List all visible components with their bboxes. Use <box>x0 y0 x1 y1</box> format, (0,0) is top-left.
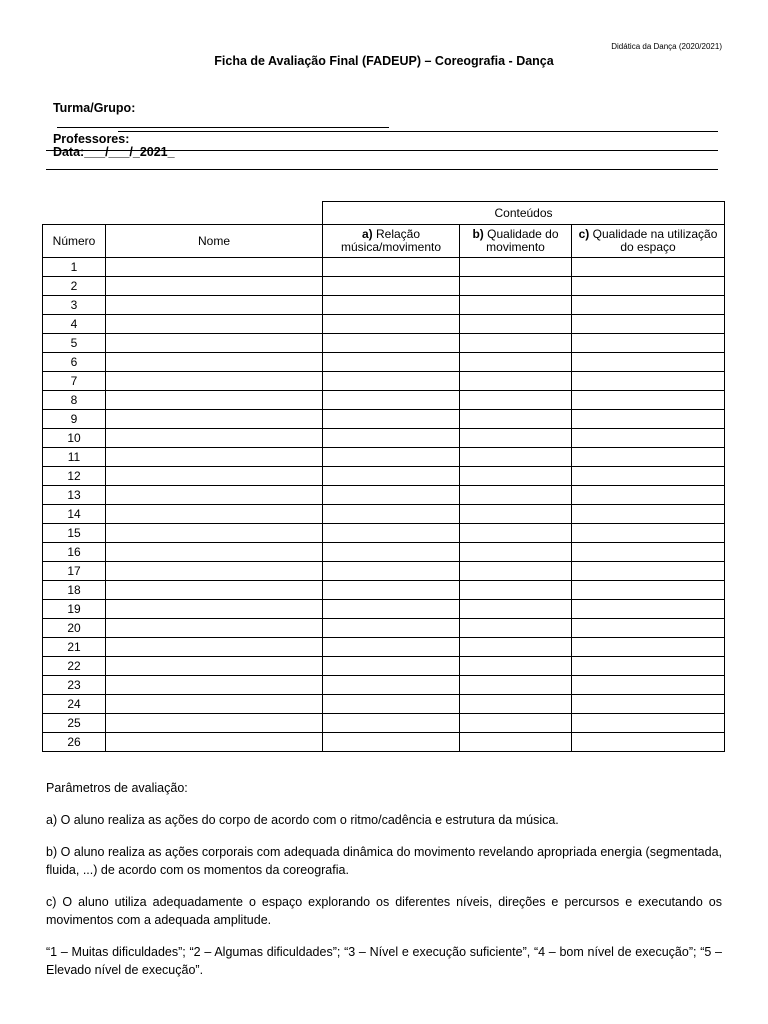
row-number: 6 <box>43 353 106 372</box>
name-cell[interactable] <box>106 562 323 581</box>
name-cell[interactable] <box>106 676 323 695</box>
score-c-cell[interactable] <box>572 562 725 581</box>
score-c-cell[interactable] <box>572 524 725 543</box>
col-c-text: Qualidade na utilização do espaço <box>592 227 718 254</box>
score-b-cell[interactable] <box>460 638 572 657</box>
score-a-cell[interactable] <box>323 505 460 524</box>
score-a-cell[interactable] <box>323 334 460 353</box>
conteudos-header: Conteúdos <box>323 202 725 225</box>
row-number: 21 <box>43 638 106 657</box>
table-row <box>43 638 725 657</box>
score-a-cell[interactable] <box>323 619 460 638</box>
col-c-letter: c) <box>578 227 590 241</box>
name-cell[interactable] <box>106 581 323 600</box>
parameter-b: b) O aluno realiza as ações corporais com adequada dinâmica do movimento revelando apropriada energia (segmentada, fluida, ...) de acordo com os momentos da coreografia. <box>46 845 722 877</box>
col-a-text: Relação música/movimento <box>340 227 442 254</box>
score-a-cell[interactable] <box>323 524 460 543</box>
score-b-cell[interactable] <box>460 353 572 372</box>
score-c-cell[interactable] <box>572 486 725 505</box>
score-a-cell[interactable] <box>323 353 460 372</box>
table-row <box>43 391 725 410</box>
row-number: 22 <box>43 657 106 676</box>
table-row <box>43 600 725 619</box>
score-b-cell[interactable] <box>460 391 572 410</box>
row-number: 24 <box>43 695 106 714</box>
table-row <box>43 448 725 467</box>
name-cell[interactable] <box>106 353 323 372</box>
score-a-cell[interactable] <box>323 581 460 600</box>
row-number: 26 <box>43 733 106 752</box>
table-row <box>43 562 725 581</box>
professores-line-1[interactable] <box>118 131 718 132</box>
score-a-cell[interactable] <box>323 315 460 334</box>
course-note: Didática da Dança (2020/2021) <box>611 42 722 51</box>
score-b-cell[interactable] <box>460 695 572 714</box>
score-c-cell[interactable] <box>572 448 725 467</box>
score-b-cell[interactable] <box>460 733 572 752</box>
score-a-cell[interactable] <box>323 467 460 486</box>
row-number: 3 <box>43 296 106 315</box>
professores-label: Professores: <box>52 132 130 146</box>
table-row <box>43 581 725 600</box>
parameter-a: a) O aluno realiza as ações do corpo de acordo com o ritmo/cadência e estrutura da música. <box>46 813 559 827</box>
score-a-cell[interactable] <box>323 638 460 657</box>
table-row <box>43 657 725 676</box>
score-b-cell[interactable] <box>460 372 572 391</box>
name-cell[interactable] <box>106 372 323 391</box>
table-row <box>43 524 725 543</box>
row-number: 16 <box>43 543 106 562</box>
name-cell[interactable] <box>106 543 323 562</box>
score-c-cell[interactable] <box>572 334 725 353</box>
table-row <box>43 429 725 448</box>
table-row <box>43 296 725 315</box>
name-cell[interactable] <box>106 657 323 676</box>
score-b-cell[interactable] <box>460 714 572 733</box>
row-number: 9 <box>43 410 106 429</box>
row-number: 10 <box>43 429 106 448</box>
name-cell[interactable] <box>106 410 323 429</box>
table-row <box>43 372 725 391</box>
score-c-cell[interactable] <box>572 619 725 638</box>
score-c-cell[interactable] <box>572 372 725 391</box>
score-b-cell[interactable] <box>460 524 572 543</box>
score-b-cell[interactable] <box>460 657 572 676</box>
page-title: Ficha de Avaliação Final (FADEUP) – Coreografia - Dança <box>214 54 554 68</box>
col-b-text: Qualidade do movimento <box>486 227 559 254</box>
score-a-cell[interactable] <box>323 296 460 315</box>
table-row <box>43 467 725 486</box>
table-row <box>43 695 725 714</box>
score-c-cell[interactable] <box>572 296 725 315</box>
score-c-cell[interactable] <box>572 505 725 524</box>
row-number: 1 <box>43 258 106 277</box>
score-c-cell[interactable] <box>572 467 725 486</box>
turma-label: Turma/Grupo: <box>52 101 136 115</box>
score-a-cell[interactable] <box>323 391 460 410</box>
score-b-cell[interactable] <box>460 676 572 695</box>
col-b-letter: b) <box>472 227 484 241</box>
score-b-cell[interactable] <box>460 581 572 600</box>
name-cell[interactable] <box>106 486 323 505</box>
score-b-cell[interactable] <box>460 619 572 638</box>
score-c-cell[interactable] <box>572 391 725 410</box>
name-cell[interactable] <box>106 619 323 638</box>
score-a-cell[interactable] <box>323 733 460 752</box>
score-a-cell[interactable] <box>323 714 460 733</box>
score-c-cell[interactable] <box>572 733 725 752</box>
table-row <box>43 714 725 733</box>
score-c-cell[interactable] <box>572 638 725 657</box>
score-a-cell[interactable] <box>323 372 460 391</box>
table-row <box>43 505 725 524</box>
professores-line-3[interactable] <box>46 169 718 170</box>
parameters-section <box>46 779 722 979</box>
score-a-cell[interactable] <box>323 600 460 619</box>
score-a-cell[interactable] <box>323 448 460 467</box>
score-b-cell[interactable] <box>460 562 572 581</box>
table-row <box>43 353 725 372</box>
row-number: 4 <box>43 315 106 334</box>
score-b-cell[interactable] <box>460 467 572 486</box>
name-cell[interactable] <box>106 296 323 315</box>
name-cell[interactable] <box>106 277 323 296</box>
col-b-header <box>460 225 572 258</box>
score-a-cell[interactable] <box>323 277 460 296</box>
row-number: 20 <box>43 619 106 638</box>
row-number: 7 <box>43 372 106 391</box>
table-row <box>43 277 725 296</box>
name-cell[interactable] <box>106 714 323 733</box>
score-c-cell[interactable] <box>572 353 725 372</box>
score-c-cell[interactable] <box>572 657 725 676</box>
name-cell[interactable] <box>106 733 323 752</box>
score-b-cell[interactable] <box>460 505 572 524</box>
col-nome-header: Nome <box>106 225 323 258</box>
score-b-cell[interactable] <box>460 429 572 448</box>
table-row <box>43 410 725 429</box>
score-b-cell[interactable] <box>460 258 572 277</box>
table-row <box>43 315 725 334</box>
row-number: 13 <box>43 486 106 505</box>
score-c-cell[interactable] <box>572 676 725 695</box>
score-c-cell[interactable] <box>572 315 725 334</box>
table-row <box>43 258 725 277</box>
table-row <box>43 733 725 752</box>
row-number: 19 <box>43 600 106 619</box>
row-number: 8 <box>43 391 106 410</box>
score-a-cell[interactable] <box>323 695 460 714</box>
col-c-header <box>572 225 725 258</box>
score-b-cell[interactable] <box>460 486 572 505</box>
score-a-cell[interactable] <box>323 429 460 448</box>
score-a-cell[interactable] <box>323 258 460 277</box>
col-a-header <box>323 225 460 258</box>
table-row <box>43 619 725 638</box>
col-numero-header: Número <box>43 225 106 258</box>
row-number: 5 <box>43 334 106 353</box>
name-cell[interactable] <box>106 638 323 657</box>
score-b-cell[interactable] <box>460 448 572 467</box>
name-cell[interactable] <box>106 695 323 714</box>
name-cell[interactable] <box>106 429 323 448</box>
rating-scale: “1 – Muitas dificuldades”; “2 – Algumas dificuldades”; “3 – Nível e execução suficiente”, “4 – bom nível de execução”; “5 – Elevado nível de execução”. <box>46 945 722 977</box>
score-c-cell[interactable] <box>572 714 725 733</box>
score-a-cell[interactable] <box>323 410 460 429</box>
score-a-cell[interactable] <box>323 486 460 505</box>
score-c-cell[interactable] <box>572 410 725 429</box>
score-a-cell[interactable] <box>323 562 460 581</box>
row-number: 25 <box>43 714 106 733</box>
data-value[interactable]: ___/___/_2021_ <box>84 145 175 159</box>
name-cell[interactable] <box>106 258 323 277</box>
row-number: 18 <box>43 581 106 600</box>
professores-row <box>46 118 129 146</box>
score-c-cell[interactable] <box>572 600 725 619</box>
score-c-cell[interactable] <box>572 695 725 714</box>
row-number: 2 <box>43 277 106 296</box>
name-cell[interactable] <box>106 391 323 410</box>
score-b-cell[interactable] <box>460 410 572 429</box>
row-number: 11 <box>43 448 106 467</box>
table-row <box>43 676 725 695</box>
score-a-cell[interactable] <box>323 543 460 562</box>
score-b-cell[interactable] <box>460 543 572 562</box>
name-cell[interactable] <box>106 334 323 353</box>
name-cell[interactable] <box>106 467 323 486</box>
score-c-cell[interactable] <box>572 543 725 562</box>
data-label: Data: <box>52 145 85 159</box>
parameters-heading: Parâmetros de avaliação: <box>46 781 188 795</box>
score-c-cell[interactable] <box>572 258 725 277</box>
row-number: 14 <box>43 505 106 524</box>
score-c-cell[interactable] <box>572 429 725 448</box>
score-b-cell[interactable] <box>460 600 572 619</box>
row-number: 17 <box>43 562 106 581</box>
row-number: 23 <box>43 676 106 695</box>
score-c-cell[interactable] <box>572 581 725 600</box>
evaluation-table <box>42 201 725 752</box>
score-b-cell[interactable] <box>460 315 572 334</box>
name-cell[interactable] <box>106 600 323 619</box>
score-c-cell[interactable] <box>572 277 725 296</box>
professores-line-2[interactable] <box>46 150 718 151</box>
score-b-cell[interactable] <box>460 277 572 296</box>
name-cell[interactable] <box>106 448 323 467</box>
score-b-cell[interactable] <box>460 296 572 315</box>
row-number: 12 <box>43 467 106 486</box>
table-row <box>43 334 725 353</box>
col-a-letter: a) <box>361 227 373 241</box>
score-b-cell[interactable] <box>460 334 572 353</box>
parameter-c: c) O aluno utiliza adequadamente o espaço explorando os diferentes níveis, direções e percursos e executando os movimentos com a adequada amplitude. <box>46 895 722 927</box>
name-cell[interactable] <box>106 524 323 543</box>
table-corner-empty <box>43 202 323 225</box>
name-cell[interactable] <box>106 505 323 524</box>
score-a-cell[interactable] <box>323 657 460 676</box>
table-row <box>43 543 725 562</box>
score-a-cell[interactable] <box>323 676 460 695</box>
name-cell[interactable] <box>106 315 323 334</box>
table-row <box>43 486 725 505</box>
row-number: 15 <box>43 524 106 543</box>
